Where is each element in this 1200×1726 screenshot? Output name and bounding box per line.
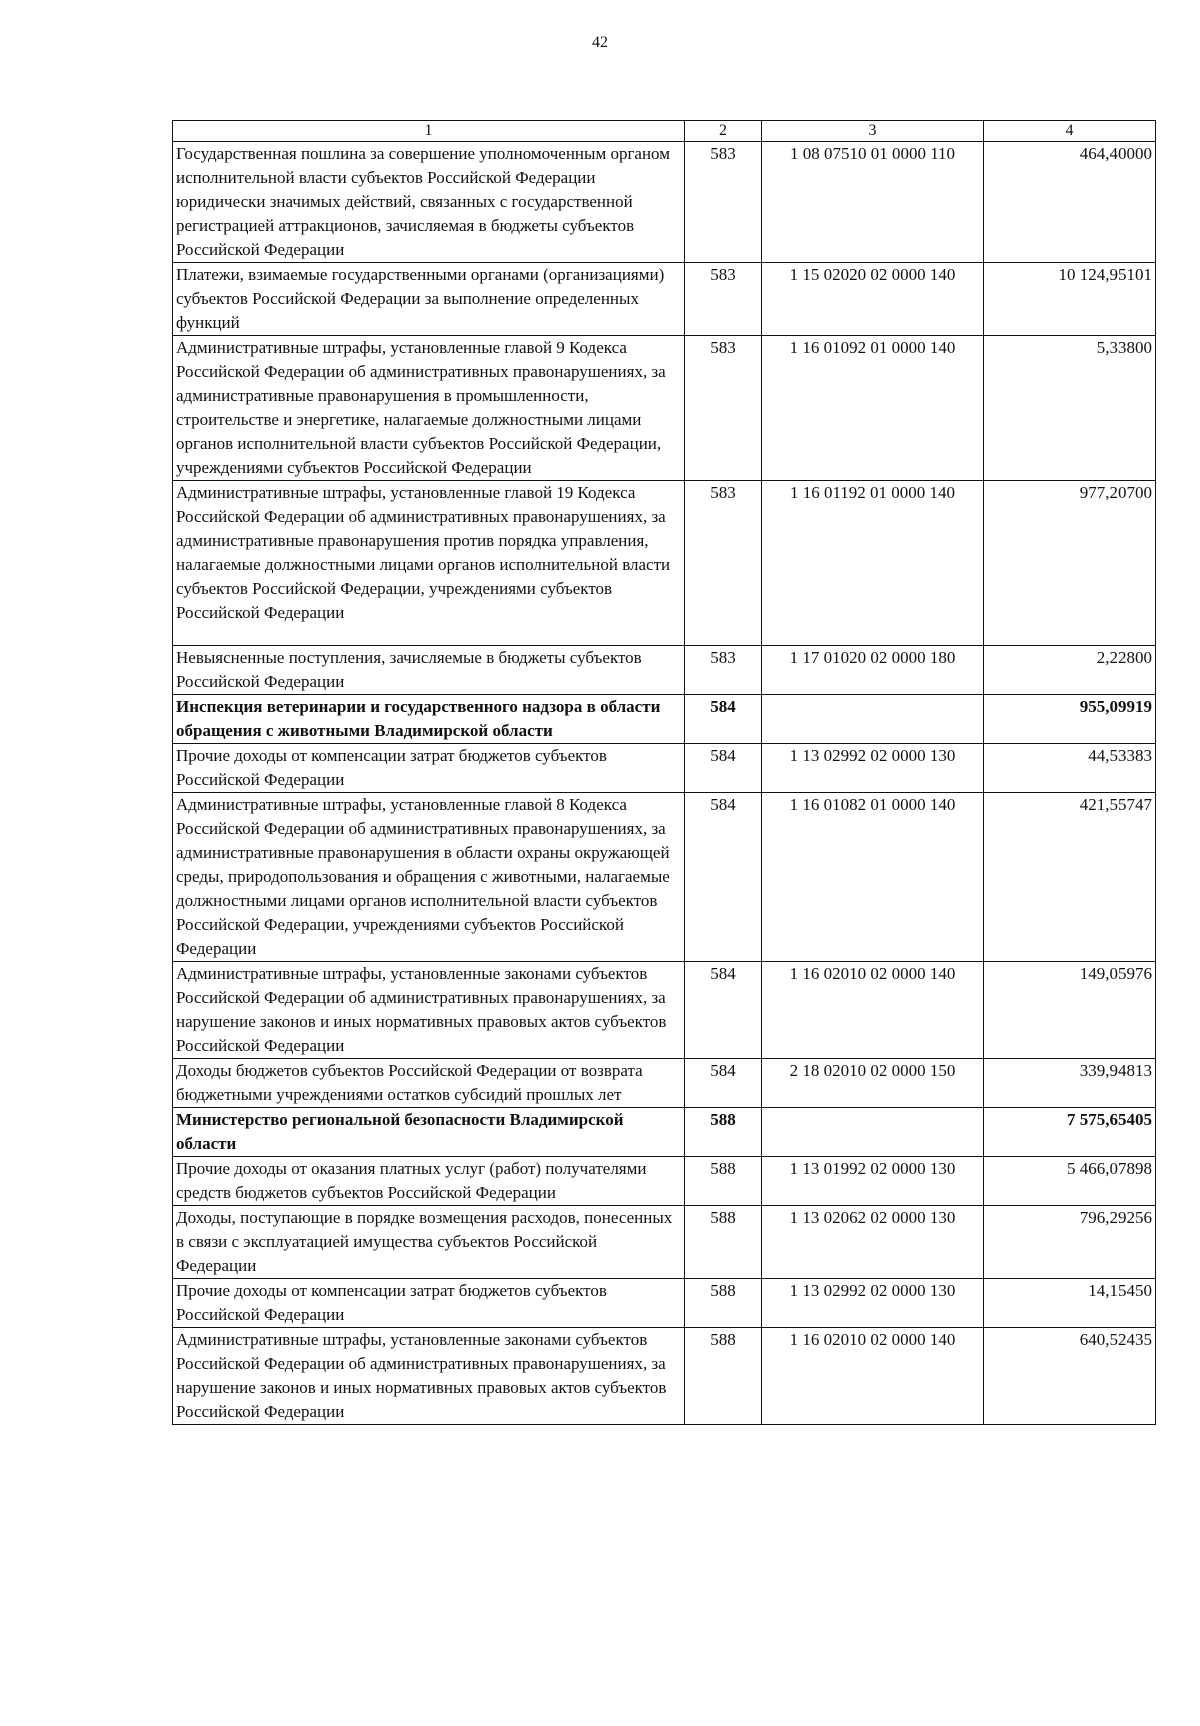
cell-admin-code: 584 [710, 795, 736, 814]
cell-name: Прочие доходы от компенсации затрат бюджетов субъектов Российской Федерации [176, 746, 607, 789]
table-section-row [173, 695, 1156, 744]
table-row [173, 481, 1156, 646]
cell-name: Доходы, поступающие в порядке возмещения расходов, понесенных в связи с эксплуатацией имущества субъектов Российской Федерации [176, 1208, 673, 1275]
cell-name: Административные штрафы, установленные законами субъектов Российской Федерации об административных правонарушениях, за нарушение законов и иных нормативных правовых актов субъектов Российской Федерации [176, 1330, 667, 1421]
table-row [173, 962, 1156, 1059]
cell-name: Доходы бюджетов субъектов Российской Федерации от возврата бюджетными учреждениями остатков субсидий прошлых лет [176, 1061, 643, 1104]
cell-name: Инспекция ветеринарии и государственного надзора в области обращения с животными Владимирской области [176, 697, 661, 740]
table-row [173, 263, 1156, 336]
cell-budget-code: 1 17 01020 02 0000 180 [789, 648, 956, 667]
page-number: 42 [592, 34, 608, 51]
cell-admin-code: 583 [710, 648, 736, 667]
cell-budget-code: 1 13 02062 02 0000 130 [789, 1208, 956, 1227]
column-header-1: 1 [173, 121, 685, 142]
cell-budget-code: 1 13 01992 02 0000 130 [789, 1159, 956, 1178]
budget-revenue-table [172, 120, 1156, 1425]
column-header-3: 3 [762, 121, 984, 142]
cell-name: Платежи, взимаемые государственными органами (организациями) субъектов Российской Федерации за выполнение определенных функций [176, 265, 665, 332]
cell-budget-code: 1 16 01082 01 0000 140 [789, 795, 956, 814]
cell-admin-code: 584 [710, 697, 736, 716]
cell-name: Административные штрафы, установленные главой 9 Кодекса Российской Федерации об административных правонарушениях, за административные правонарушения в промышленности, строительстве и энергетике, налагаемые должностными лицами органов исполнительной власти субъектов Российской Федерации, учреждениями субъектов Российской Федерации [176, 338, 666, 477]
table-row [173, 1279, 1156, 1328]
table-header-row [173, 121, 1156, 142]
cell-amount: 7 575,65405 [1067, 1110, 1152, 1129]
cell-amount: 44,53383 [1088, 746, 1152, 765]
table-row [173, 1206, 1156, 1279]
table-body [173, 142, 1156, 1425]
table-row [173, 1328, 1156, 1425]
cell-amount: 464,40000 [1079, 144, 1152, 163]
cell-amount: 2,22800 [1096, 648, 1152, 667]
cell-budget-code: 1 16 02010 02 0000 140 [789, 964, 956, 983]
cell-spacer [176, 625, 681, 645]
cell-amount: 955,09919 [1079, 697, 1152, 716]
cell-name: Государственная пошлина за совершение уполномоченным органом исполнительной власти субъектов Российской Федерации юридически значимых действий, связанных с государственной регистрацией аттракционов, зачисляемая в бюджеты субъектов Российской Федерации [176, 144, 670, 259]
cell-amount: 14,15450 [1088, 1281, 1152, 1300]
cell-amount: 339,94813 [1079, 1061, 1152, 1080]
cell-amount: 10 124,95101 [1058, 265, 1152, 284]
table-row [173, 793, 1156, 962]
table-row [173, 1157, 1156, 1206]
cell-budget-code: 1 16 01192 01 0000 140 [789, 483, 956, 502]
cell-admin-code: 588 [710, 1208, 736, 1227]
cell-amount: 977,20700 [1079, 483, 1152, 502]
cell-name: Министерство региональной безопасности Владимирской области [176, 1110, 624, 1153]
cell-amount: 421,55747 [1079, 795, 1152, 814]
table-section-row [173, 1108, 1156, 1157]
cell-name: Административные штрафы, установленные законами субъектов Российской Федерации об административных правонарушениях, за нарушение законов и иных нормативных правовых актов субъектов Российской Федерации [176, 964, 667, 1055]
cell-admin-code: 583 [710, 265, 736, 284]
cell-budget-code: 2 18 02010 02 0000 150 [789, 1061, 956, 1080]
cell-admin-code: 584 [710, 746, 736, 765]
cell-admin-code: 583 [710, 144, 736, 163]
cell-budget-code: 1 15 02020 02 0000 140 [789, 265, 956, 284]
cell-admin-code: 584 [710, 964, 736, 983]
cell-amount: 5,33800 [1096, 338, 1152, 357]
table-row [173, 336, 1156, 481]
table-row [173, 646, 1156, 695]
table-row [173, 744, 1156, 793]
cell-amount: 640,52435 [1079, 1330, 1152, 1349]
cell-name: Прочие доходы от оказания платных услуг (работ) получателями средств бюджетов субъектов Российской Федерации [176, 1159, 647, 1202]
column-header-4: 4 [984, 121, 1156, 142]
cell-admin-code: 583 [710, 338, 736, 357]
cell-admin-code: 583 [710, 483, 736, 502]
cell-admin-code: 588 [710, 1110, 736, 1129]
cell-budget-code: 1 16 01092 01 0000 140 [789, 338, 956, 357]
table-row [173, 142, 1156, 263]
cell-name: Невыясненные поступления, зачисляемые в бюджеты субъектов Российской Федерации [176, 648, 642, 691]
cell-admin-code: 588 [710, 1159, 736, 1178]
cell-budget-code: 1 16 02010 02 0000 140 [789, 1330, 956, 1349]
table-row [173, 1059, 1156, 1108]
cell-budget-code: 1 08 07510 01 0000 110 [789, 144, 956, 163]
cell-amount: 796,29256 [1079, 1208, 1152, 1227]
column-header-2: 2 [685, 121, 762, 142]
cell-name: Прочие доходы от компенсации затрат бюджетов субъектов Российской Федерации [176, 1281, 607, 1324]
cell-admin-code: 588 [710, 1281, 736, 1300]
cell-budget-code: 1 13 02992 02 0000 130 [789, 1281, 956, 1300]
cell-admin-code: 588 [710, 1330, 736, 1349]
cell-amount: 149,05976 [1079, 964, 1152, 983]
cell-amount: 5 466,07898 [1067, 1159, 1152, 1178]
cell-name: Административные штрафы, установленные главой 19 Кодекса Российской Федерации об административных правонарушениях, за административные правонарушения против порядка управления, налагаемые должностными лицами органов исполнительной власти субъектов Российской Федерации, учреждениями субъектов Российской Федерации [176, 483, 671, 622]
cell-budget-code: 1 13 02992 02 0000 130 [789, 746, 956, 765]
cell-name: Административные штрафы, установленные главой 8 Кодекса Российской Федерации об административных правонарушениях, за административные правонарушения в области охраны окружающей среды, природопользования и обращения с животными, налагаемые должностными лицами органов исполнительной власти субъектов Российской Федерации, учреждениями субъектов Российской Федерации [176, 795, 670, 958]
cell-admin-code: 584 [710, 1061, 736, 1080]
